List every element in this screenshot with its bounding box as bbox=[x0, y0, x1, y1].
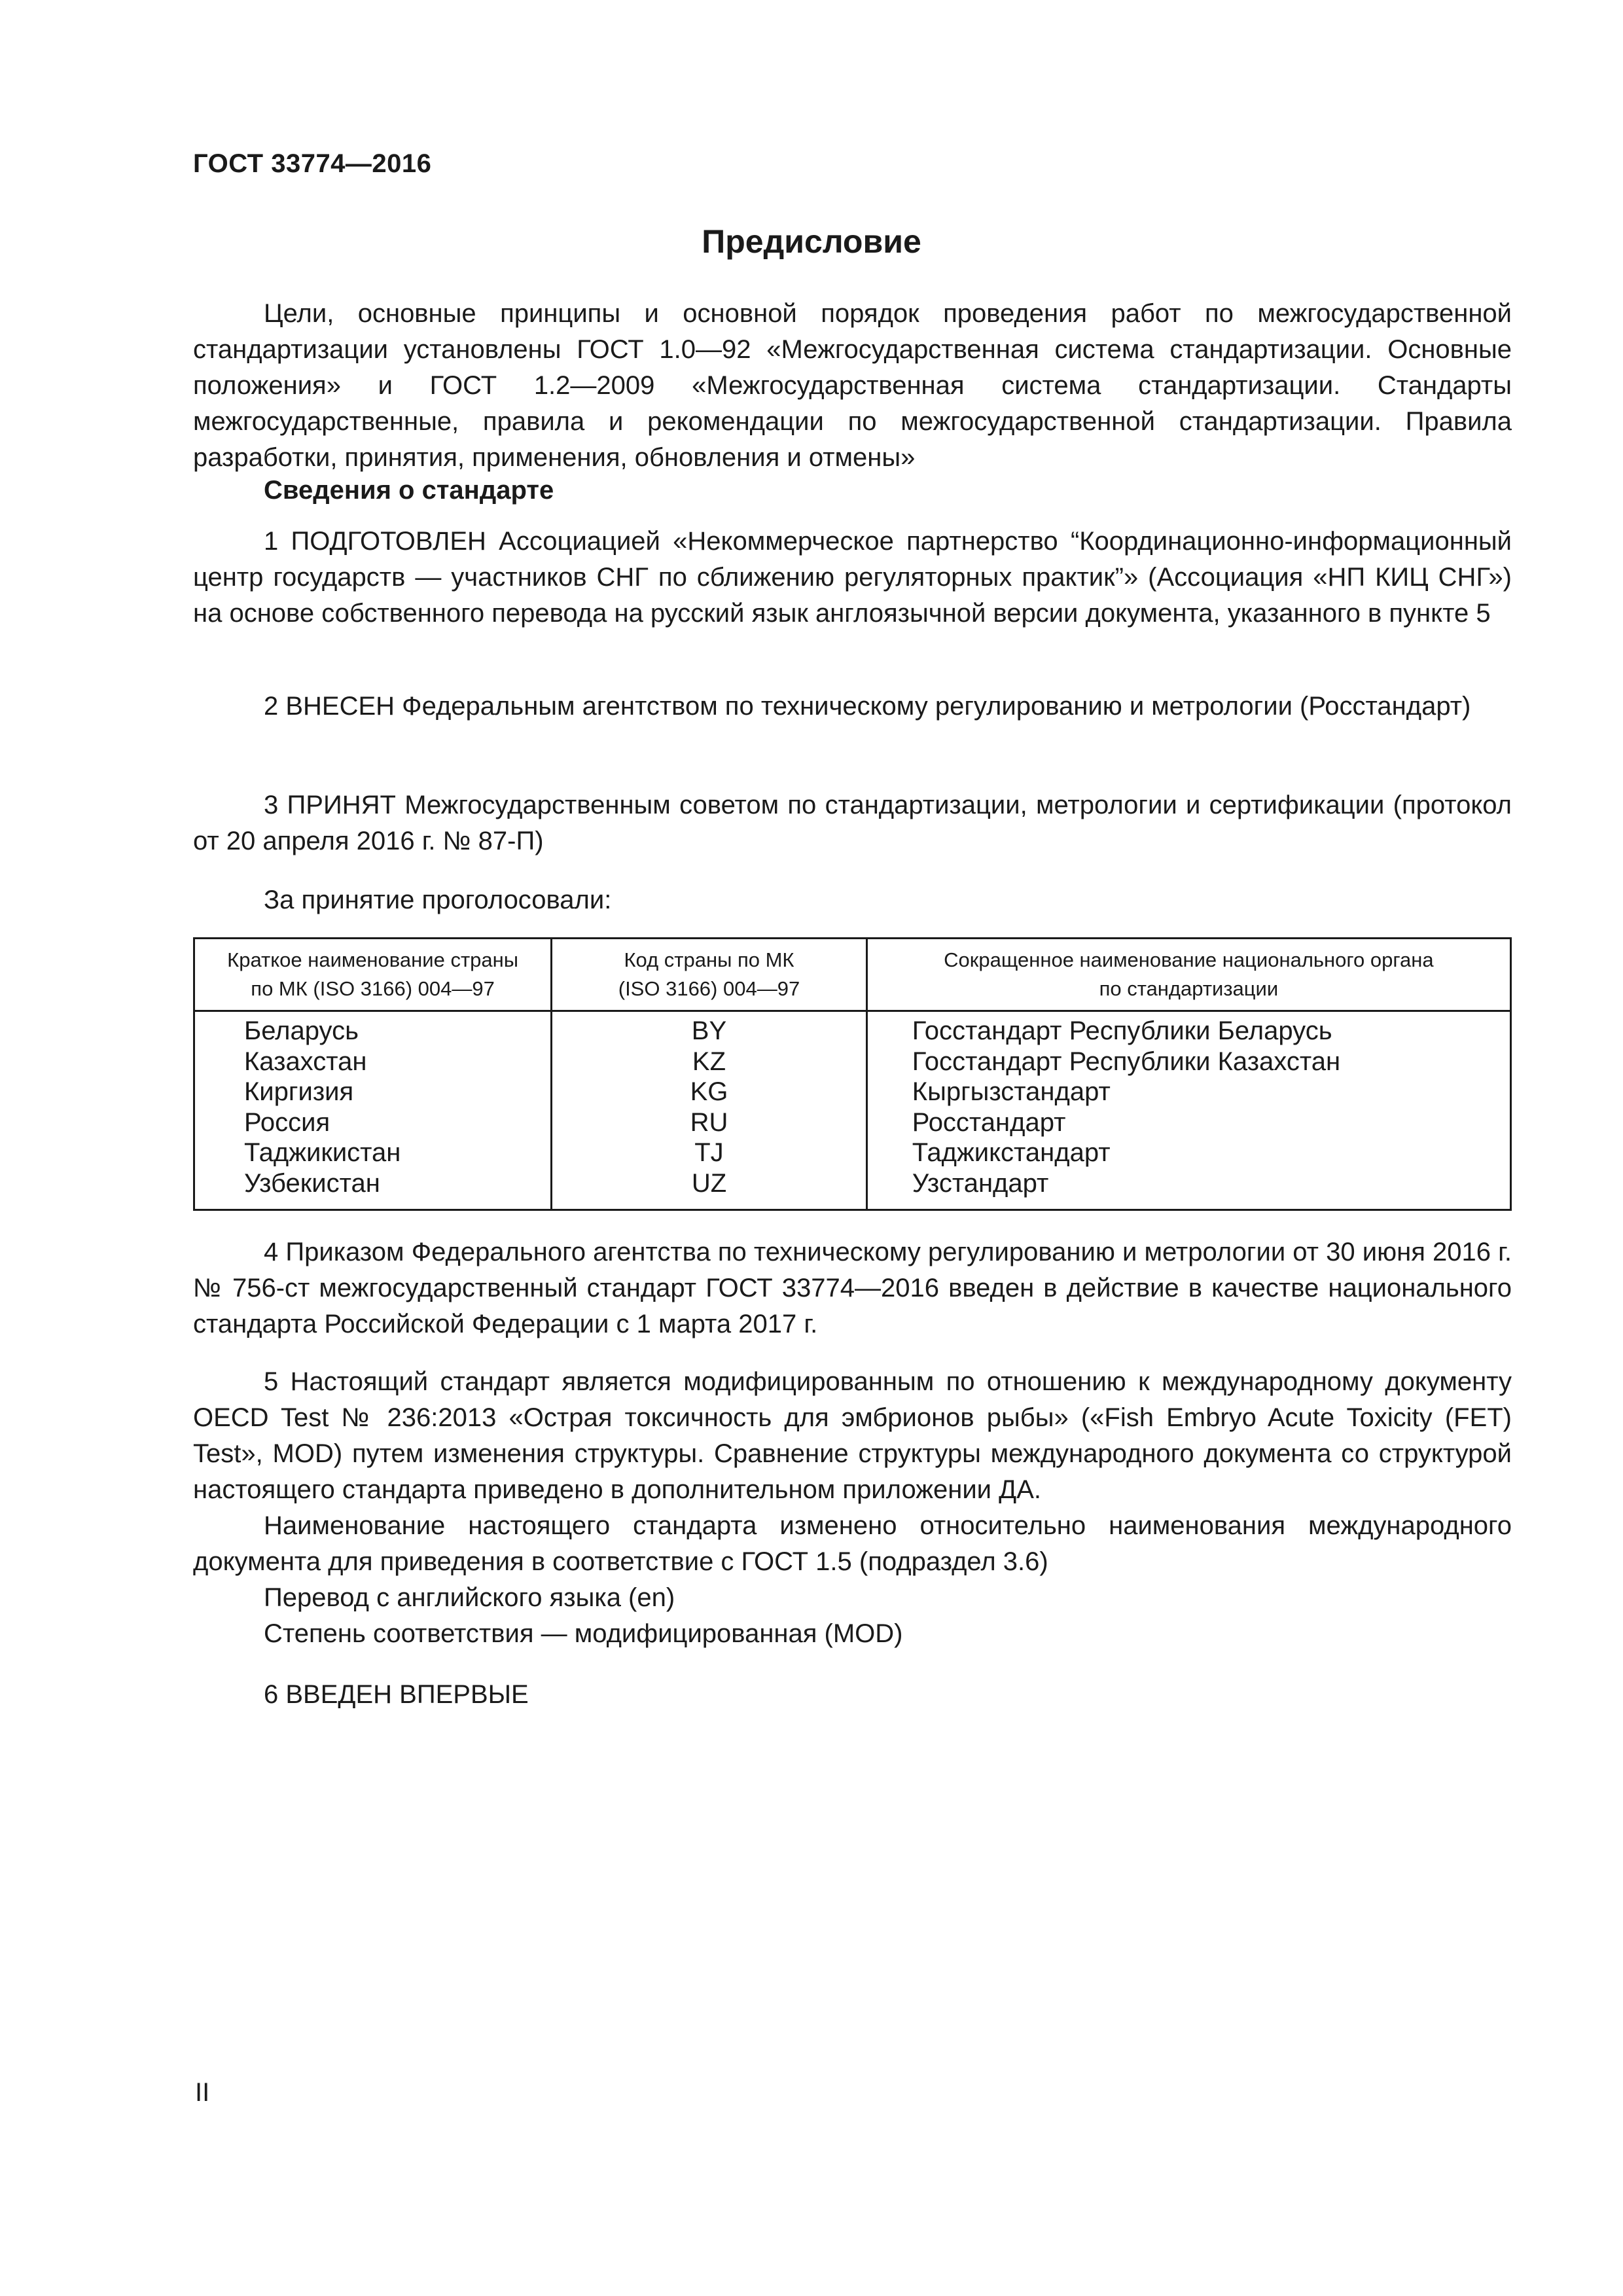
table-header-row bbox=[194, 939, 1511, 1011]
item-5-name-note: Наименование настоящего стандарта изменено относительно наименования международного документа для приведения в соответствие с ГОСТ 1.5 (подраздел 3.6) bbox=[193, 1511, 1512, 1576]
table-cell-code: TJ bbox=[694, 1138, 724, 1167]
table-cell-body: Госстандарт Республики Беларусь bbox=[912, 1016, 1332, 1045]
table-cell-code: KZ bbox=[692, 1047, 726, 1076]
column-header-code-line1: Код страны по МК bbox=[624, 948, 794, 971]
item-1: 1 ПОДГОТОВЛЕН Ассоциацией «Некоммерческое партнерство “Координационно-информационный центр государств — участников СНГ по сближению регуляторных практик”» (Ассоциация «НП КИЦ СНГ») на основе собственного перевода на русский язык англоязычной версии документа, указанного в пункте 5 bbox=[193, 527, 1512, 628]
country-list bbox=[194, 1011, 552, 1210]
document-code: ГОСТ 33774—2016 bbox=[193, 149, 432, 178]
standards-body-list bbox=[866, 1011, 1510, 1210]
item-1-block bbox=[193, 524, 1512, 632]
column-header-body-line1: Сокращенное наименование национального органа bbox=[944, 948, 1434, 971]
page-title: Предисловие bbox=[702, 223, 921, 260]
item-4-block bbox=[193, 1234, 1512, 1342]
voting-countries-table bbox=[193, 937, 1512, 1211]
item-6: 6 ВВЕДЕН ВПЕРВЫЕ bbox=[264, 1680, 529, 1709]
item-4: 4 Приказом Федерального агентства по техническому регулированию и метрологии от 30 июня 2016 г. № 756-ст межгосударственный стандарт ГОСТ 33774—2016 введен в действие в качестве национального стандарта Российской Федерации с 1 марта 2017 г. bbox=[193, 1238, 1512, 1338]
column-header-country-line2: по МК (ISO 3166) 004—97 bbox=[251, 977, 495, 1000]
item-5-translation: Перевод с английского языка (en) bbox=[264, 1583, 675, 1612]
column-header-code bbox=[552, 939, 867, 1011]
info-heading: Сведения о стандарте bbox=[264, 476, 554, 505]
item-3: 3 ПРИНЯТ Межгосударственным советом по стандартизации, метрологии и сертификации (протокол от 20 апреля 2016 г. № 87-П) bbox=[193, 791, 1512, 855]
column-header-body bbox=[866, 939, 1510, 1011]
item-5-block bbox=[193, 1364, 1512, 1652]
table-cell-body: Госстандарт Республики Казахстан bbox=[912, 1047, 1341, 1076]
table-cell-body: Кыргызстандарт bbox=[912, 1077, 1111, 1106]
table-cell-code: KG bbox=[690, 1077, 728, 1106]
table-cell-code: BY bbox=[691, 1016, 727, 1045]
page-number: II bbox=[195, 2078, 210, 2107]
table-cell-country: Киргизия bbox=[244, 1077, 354, 1106]
item-3-block bbox=[193, 787, 1512, 859]
item-5: 5 Настоящий стандарт является модифицированным по отношению к международному документу OECD Test № 236:2013 «Острая токсичность для эмбрионов рыбы» («Fish Embryo Acute Toxicity (FET) Test», MOD) путем изменения структуры. Сравнение структуры международного документа со структурой настоящего стандарта приведено в дополнительном приложении ДА. bbox=[193, 1367, 1512, 1504]
column-header-body-line2: по стандартизации bbox=[1099, 977, 1279, 1000]
code-list bbox=[552, 1011, 867, 1210]
table-cell-country: Таджикистан bbox=[244, 1138, 401, 1167]
table-cell-body: Таджикстандарт bbox=[912, 1138, 1111, 1167]
table-cell-body: Узстандарт bbox=[912, 1168, 1049, 1198]
table-cell-body: Росстандарт bbox=[912, 1107, 1066, 1137]
voted-block bbox=[193, 882, 1512, 918]
table-cell-code: RU bbox=[690, 1107, 728, 1137]
intro-text: Цели, основные принципы и основной порядок проведения работ по межгосударственной стандартизации установлены ГОСТ 1.0—92 «Межгосударственная система стандартизации. Основные положения» и ГОСТ 1.2—2009 «Межгосударственная система стандартизации. Стандарты межгосударственные, правила и рекомендации по межгосударственной стандартизации. Правила разработки, принятия, применения, обновления и отмены» bbox=[193, 299, 1512, 472]
voted-label: За принятие проголосовали: bbox=[264, 886, 612, 914]
table-cell-code: UZ bbox=[691, 1168, 727, 1198]
table-cell-country: Россия bbox=[244, 1107, 330, 1137]
table-body-row bbox=[194, 1011, 1511, 1210]
table-cell-country: Беларусь bbox=[244, 1016, 359, 1045]
item-6-block bbox=[193, 1677, 1512, 1713]
column-header-code-line2: (ISO 3166) 004—97 bbox=[618, 977, 800, 1000]
item-5-degree: Степень соответствия — модифицированная (MOD) bbox=[264, 1619, 903, 1648]
table-cell-country: Узбекистан bbox=[244, 1168, 380, 1198]
column-header-country-line1: Краткое наименование страны bbox=[227, 948, 519, 971]
table-cell-country: Казахстан bbox=[244, 1047, 367, 1076]
info-heading-block bbox=[193, 473, 1512, 509]
item-2: 2 ВНЕСЕН Федеральным агентством по техническому регулированию и метрологии (Росстандарт) bbox=[264, 692, 1471, 721]
item-2-block bbox=[193, 689, 1512, 725]
intro-paragraph bbox=[193, 296, 1512, 476]
column-header-country bbox=[194, 939, 552, 1011]
